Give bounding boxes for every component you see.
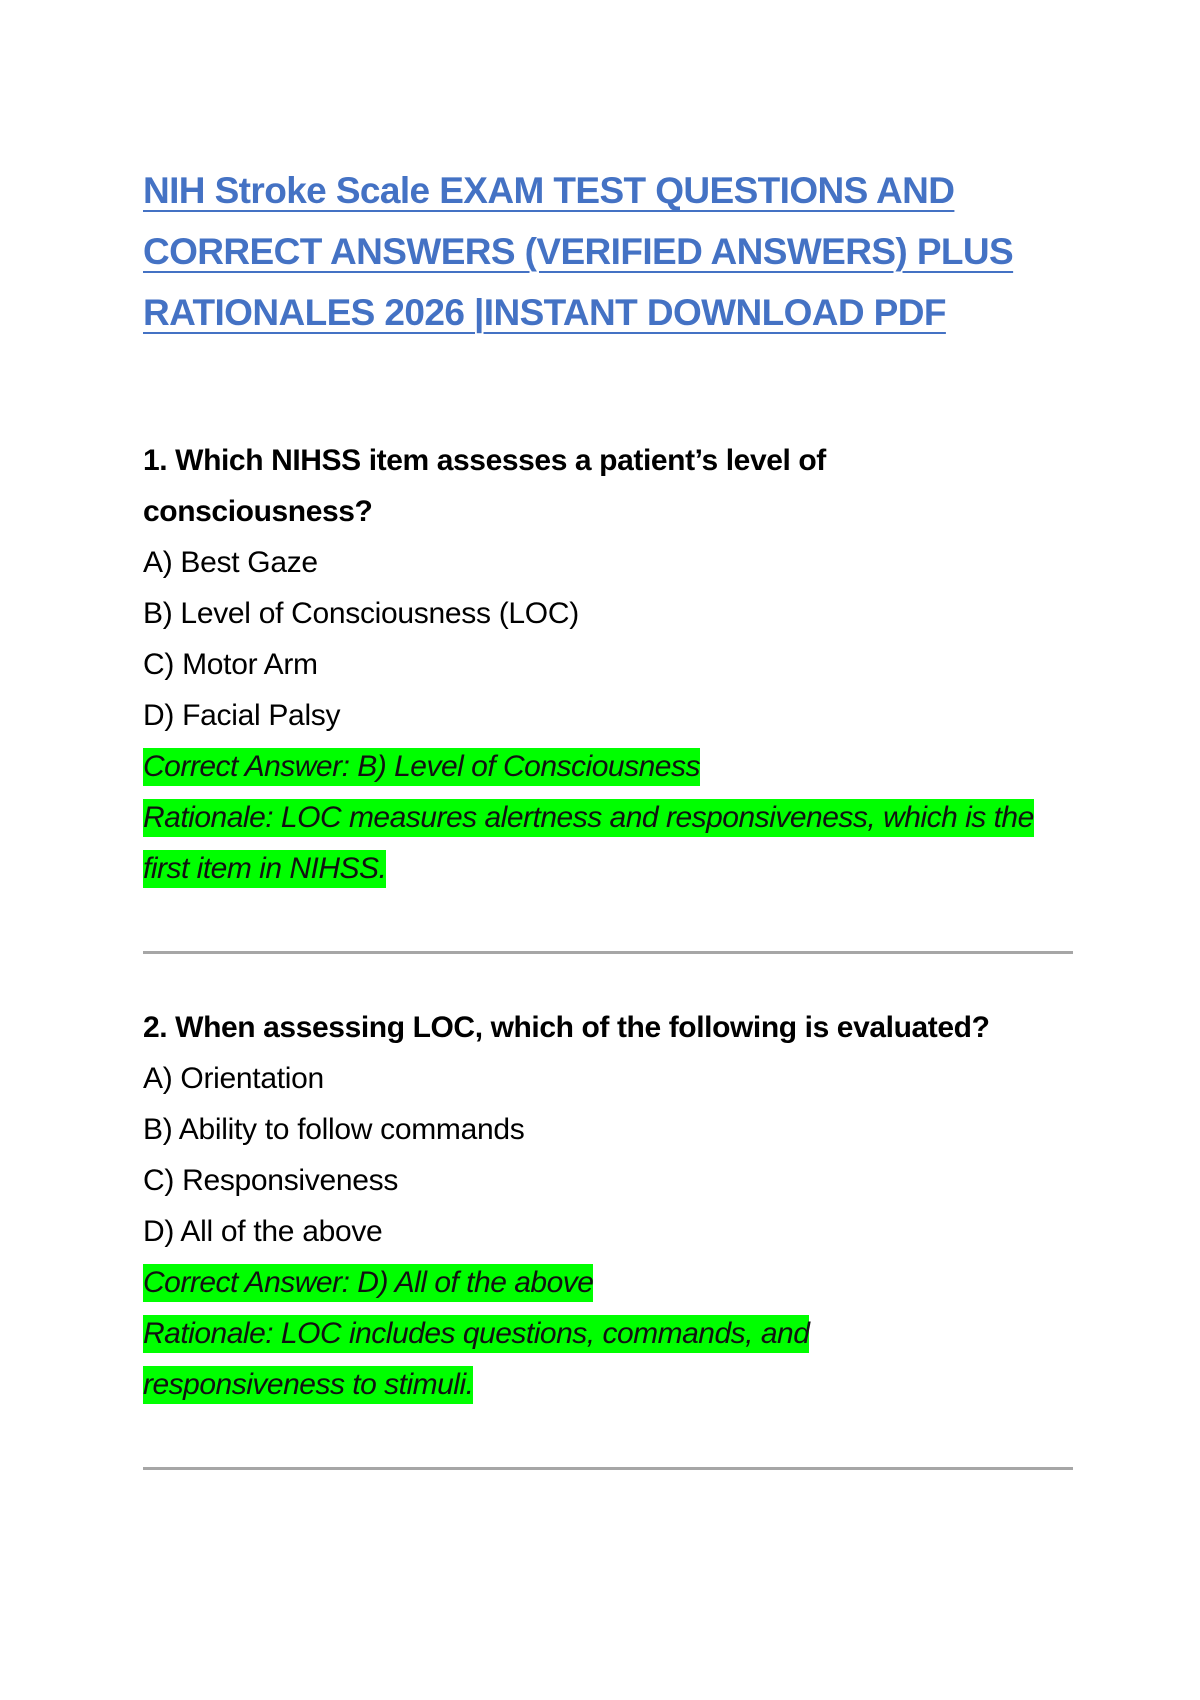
question-2-option-b: B) Ability to follow commands: [143, 1113, 525, 1146]
question-2-option-d: D) All of the above: [143, 1215, 383, 1248]
question-1-rationale-line: [143, 792, 1073, 894]
question-divider: [143, 951, 1073, 954]
question-2-text: 2. When assessing LOC, which of the following is evaluated?: [143, 1011, 990, 1044]
question-divider: [143, 1467, 1073, 1470]
question-1: [143, 435, 1073, 894]
question-1-correct-answer-line: [143, 741, 1073, 792]
document-title-link[interactable]: NIH Stroke Scale EXAM TEST QUESTIONS AND CORRECT ANSWERS (VERIFIED ANSWERS) PLUS RATIONALES 2026 |INSTANT DOWNLOAD PDF: [143, 170, 1014, 333]
question-1-rationale: Rationale: LOC measures alertness and responsiveness, which is the first item in NIHSS.: [143, 799, 1034, 888]
question-2-rationale-line: [143, 1308, 883, 1410]
question-2-option-a: A) Orientation: [143, 1062, 324, 1095]
question-2: [143, 1002, 1073, 1410]
question-2-option-c: C) Responsiveness: [143, 1164, 399, 1197]
question-1-options: [143, 537, 1073, 741]
question-1-option-b: B) Level of Consciousness (LOC): [143, 597, 579, 630]
question-1-option-a: A) Best Gaze: [143, 546, 318, 579]
question-2-correct-answer: Correct Answer: D) All of the above: [143, 1264, 593, 1302]
question-1-option-d: D) Facial Palsy: [143, 699, 341, 732]
document-content: [143, 160, 1073, 1470]
question-2-rationale: Rationale: LOC includes questions, commands, and responsiveness to stimuli.: [143, 1315, 809, 1404]
question-1-text: 1. Which NIHSS item assesses a patient’s level of consciousness?: [143, 444, 826, 528]
question-1-option-c: C) Motor Arm: [143, 648, 318, 681]
question-2-options: [143, 1053, 1073, 1257]
question-2-correct-answer-line: [143, 1257, 1073, 1308]
question-1-correct-answer: Correct Answer: B) Level of Consciousness: [143, 748, 700, 786]
